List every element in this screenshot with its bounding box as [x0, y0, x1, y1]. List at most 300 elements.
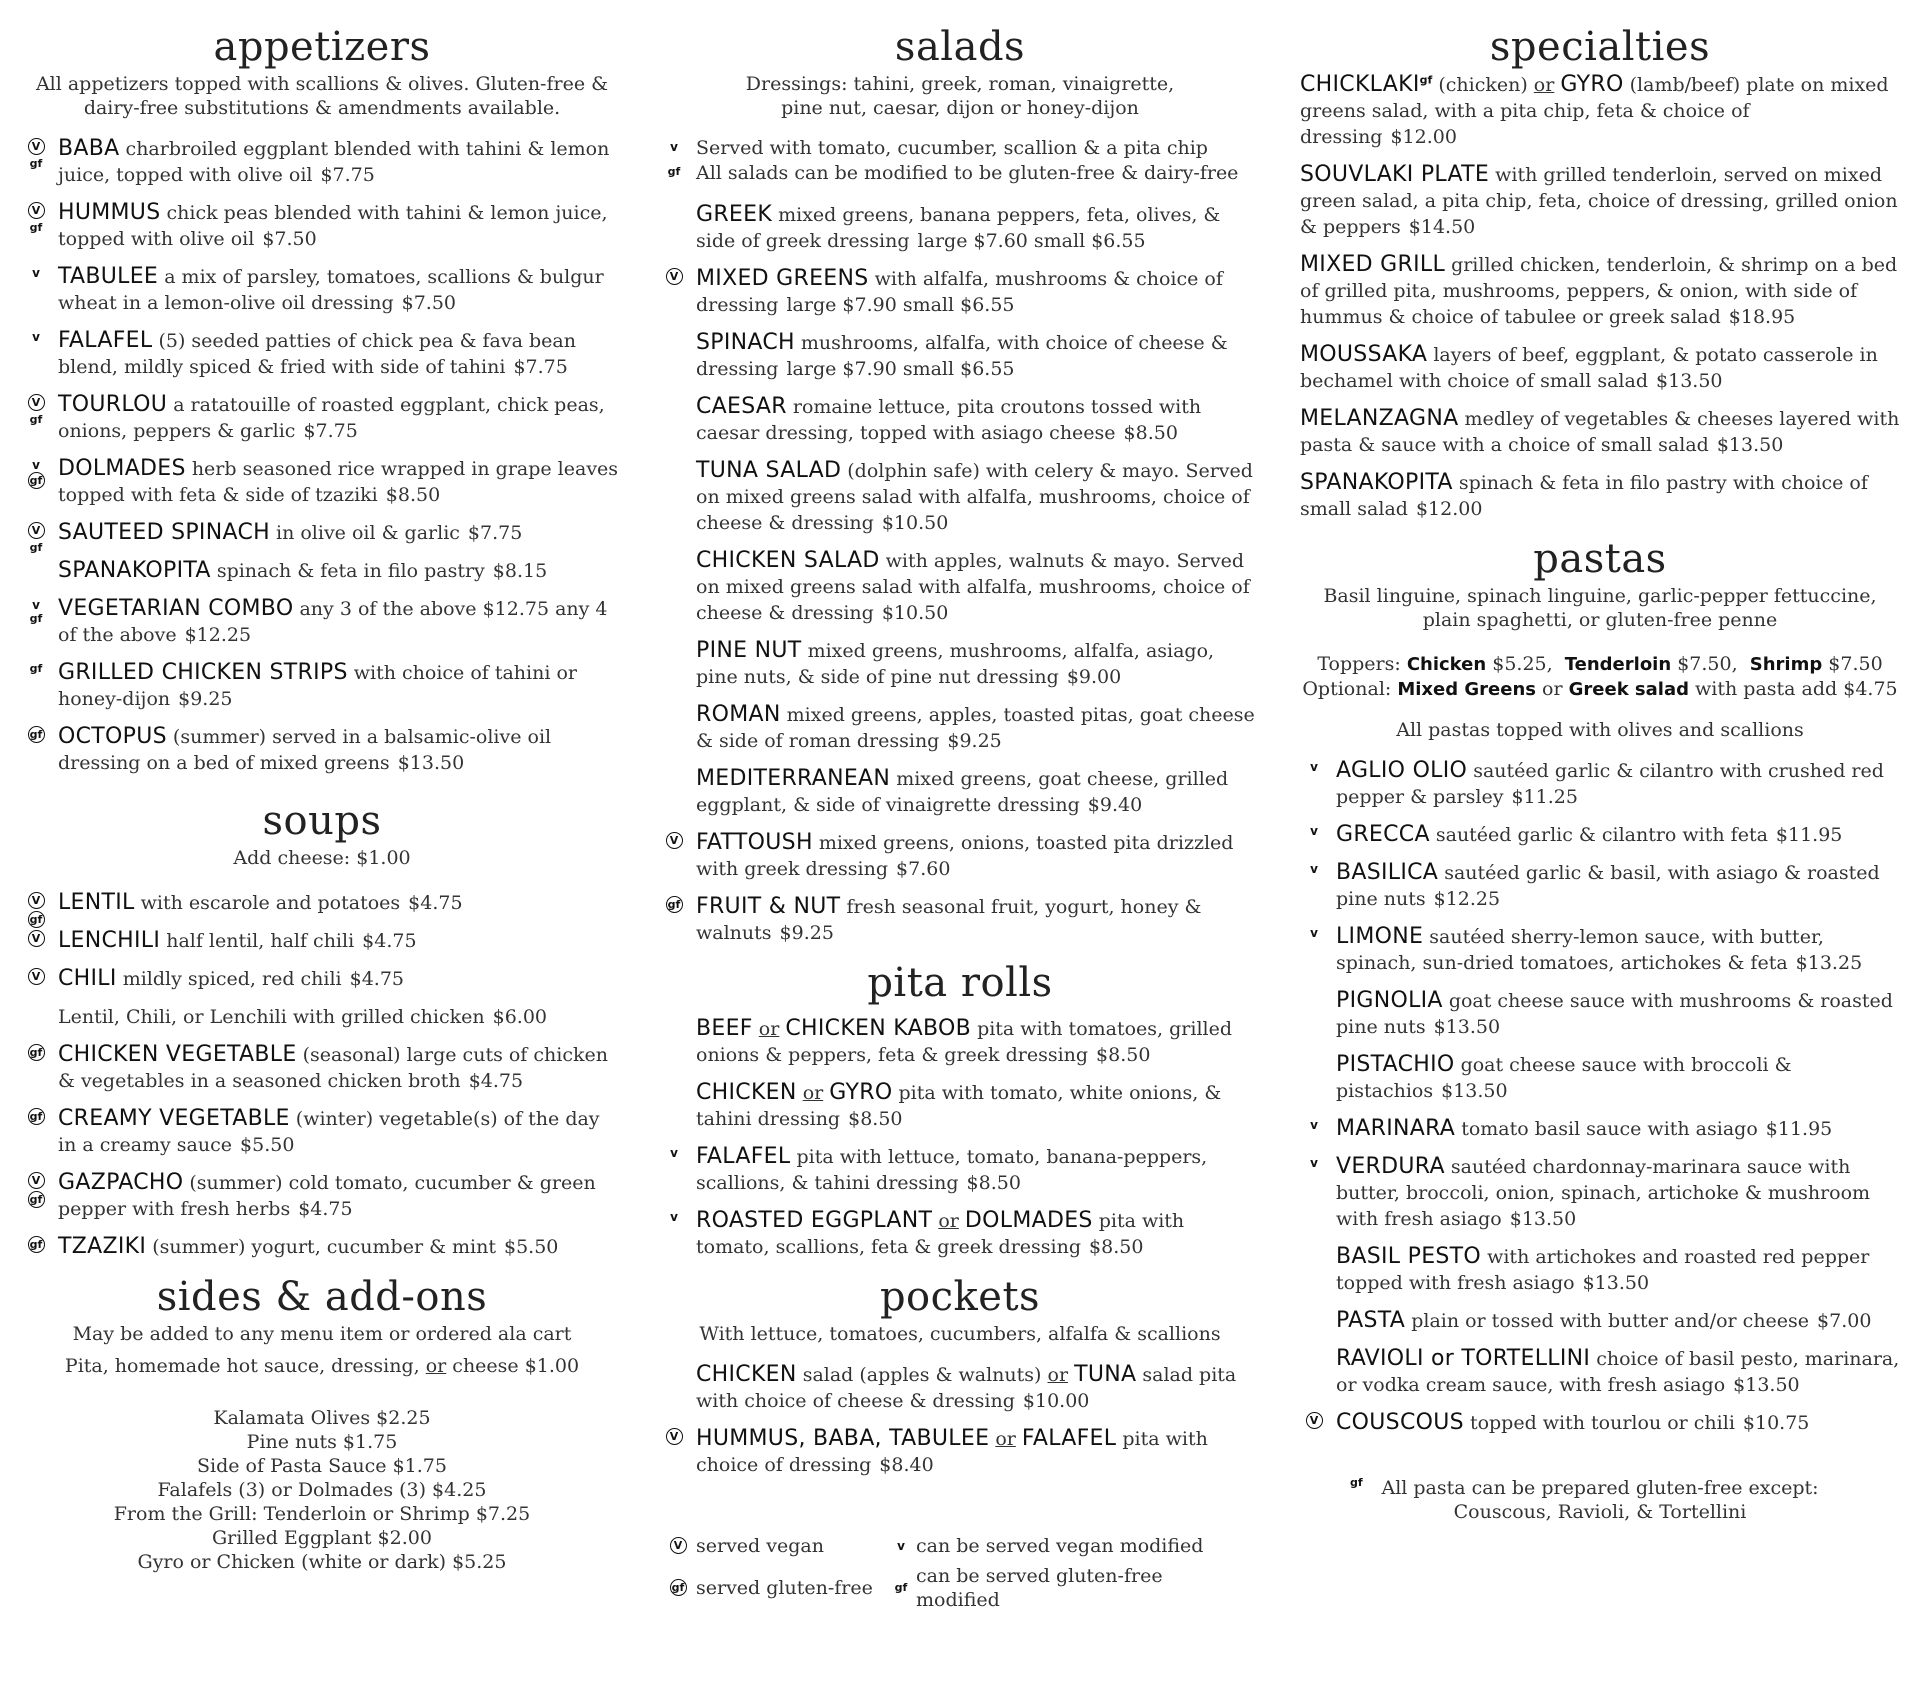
- item-price: $6.00: [492, 1006, 548, 1028]
- gluten-free-modified-icon: gf: [29, 662, 43, 675]
- diet-tags: [22, 522, 50, 555]
- item-price: $7.50: [262, 228, 317, 250]
- item-name: CHICKEN: [696, 1362, 797, 1387]
- item-price: $13.50: [1656, 370, 1723, 392]
- item-name: TABULEE: [58, 264, 159, 289]
- item-description: mixed greens, banana peppers, feta, olives, & side of greek dressing: [696, 204, 1221, 252]
- vegan-modified-icon: v: [670, 1146, 678, 1160]
- diet-tags: [1300, 1118, 1328, 1132]
- salad-item: [660, 830, 1260, 882]
- item-description: chick peas blended with tahini & lemon juice, topped with olive oil: [58, 202, 608, 250]
- item-price: $4.75: [298, 1198, 353, 1220]
- item-price: $13.25: [1795, 952, 1863, 974]
- item-description: sautéed chardonnay-marinara sauce with butter, broccoli, onion, spinach, artichoke & mushroom with fresh asiago: [1336, 1156, 1871, 1230]
- item-price: $11.25: [1511, 786, 1578, 808]
- diet-tags: [1300, 824, 1328, 838]
- side-item: Side of Pasta Sauce $1.75: [197, 1455, 447, 1477]
- item-price: large $7.60 small $6.55: [917, 230, 1146, 252]
- item-name: BABA: [58, 136, 120, 161]
- diet-tags: [1300, 760, 1328, 774]
- gluten-free-icon: gf: [28, 1191, 45, 1208]
- item-description: sautéed garlic & basil, with asiago & roasted pine nuts: [1336, 862, 1880, 910]
- gluten-free-icon: gf: [666, 896, 683, 913]
- item-name: VEGETARIAN COMBO: [58, 596, 294, 621]
- vegan-modified-icon: v: [1310, 1156, 1318, 1170]
- vegan-icon: V: [28, 138, 45, 155]
- item-price: $8.50: [848, 1108, 903, 1130]
- item-name: CAESAR: [696, 394, 787, 419]
- pocket-item: [660, 1426, 1260, 1478]
- vegan-icon: V: [28, 394, 45, 411]
- item-price: $8.50: [385, 484, 441, 506]
- gluten-free-icon: gf: [28, 1236, 45, 1253]
- side-item: Kalamata Olives $2.25: [213, 1407, 431, 1429]
- item-description: tomato basil sauce with asiago: [1461, 1118, 1758, 1140]
- diet-tags: [22, 394, 50, 427]
- or-label: or: [938, 1210, 959, 1232]
- salad-item: [660, 458, 1260, 536]
- item-price: $8.50: [1096, 1044, 1151, 1066]
- item-name: HUMMUS, BABA, TABULEE: [696, 1426, 990, 1451]
- item-name: PINE NUT: [696, 638, 802, 663]
- item-description: (summer) yogurt, cucumber & mint: [152, 1236, 496, 1258]
- salads-note-gf: gf All salads can be modified to be gluten-free & dairy-free: [667, 162, 1239, 184]
- salads-heading: salads: [894, 24, 1026, 70]
- appetizer-item: [22, 520, 622, 554]
- specialty-item: [1300, 406, 1900, 458]
- vegan-modified-icon: v: [32, 266, 40, 280]
- item-description: with grilled tenderloin, served on mixed green salad, a pita chip, feta, choice of dressing, grilled onion & peppers: [1300, 164, 1898, 238]
- appetizers-heading: appetizers: [213, 24, 431, 70]
- item-price: $4.75: [468, 1070, 524, 1092]
- pasta-item: [1300, 988, 1900, 1040]
- sides-basic-line: Pita, homemade hot sauce, dressing, or cheese $1.00: [64, 1355, 580, 1377]
- specialty-item: [1300, 470, 1900, 522]
- middle-column: [660, 22, 1260, 1612]
- item-price: $13.50: [1441, 1080, 1508, 1102]
- item-name: BASIL PESTO: [1336, 1244, 1482, 1269]
- vegan-modified-icon: v: [32, 598, 40, 612]
- item-description: (winter) vegetable(s) of the day in a creamy sauce: [58, 1108, 600, 1156]
- item-description: half lentil, half chili: [166, 930, 355, 952]
- item-name: LIMONE: [1336, 924, 1424, 949]
- item-name: GRECCA: [1336, 822, 1430, 847]
- item-price: $12.25: [184, 624, 252, 646]
- item-description: grilled chicken, tenderloin, & shrimp on a bed of grilled pita, mushrooms, peppers, & onion, with side of hummus & choice of tabulee or greek salad: [1300, 254, 1898, 328]
- legend-served-vegan: served vegan: [696, 1535, 824, 1557]
- pasta-item: [1300, 1116, 1900, 1142]
- item-name: BASILICA: [1336, 860, 1439, 885]
- vegan-icon: V: [670, 1537, 687, 1554]
- diet-tags: [22, 202, 50, 235]
- salads-subtitle: Dressings: tahini, greek, roman, vinaigrette, pine nut, caesar, dijon or honey-dijon: [745, 73, 1175, 119]
- item-description: layers of beef, eggplant, & potato casserole in bechamel with choice of small salad: [1300, 344, 1878, 392]
- diet-tags: [22, 266, 50, 280]
- appetizer-item: [22, 724, 622, 776]
- item-name: PASTA: [1336, 1308, 1406, 1333]
- item-description: mushrooms, alfalfa, with choice of cheese & dressing: [696, 332, 1228, 380]
- diet-tags: [22, 458, 50, 491]
- legend-can-vegan: can be served vegan modified: [916, 1535, 1204, 1557]
- vegan-modified-icon: v: [32, 458, 40, 472]
- diet-tags: [22, 726, 50, 745]
- gluten-free-modified-icon: gf: [29, 612, 43, 625]
- item-name: MEDITERRANEAN: [696, 766, 891, 791]
- item-name: MIXED GRILL: [1300, 252, 1446, 277]
- item-description: a ratatouille of roasted eggplant, chick peas, onions, peppers & garlic: [58, 394, 605, 442]
- sides-list: [22, 1406, 622, 1574]
- gluten-free-icon: gf: [28, 1044, 45, 1061]
- vegan-icon: V: [28, 202, 45, 219]
- item-description: (summer) served in a balsamic-olive oil dressing on a bed of mixed greens: [58, 726, 552, 774]
- item-description: salad pita with choice of cheese & dressing: [696, 1364, 1237, 1412]
- vegan-icon: V: [28, 1172, 45, 1189]
- item-name: LENTIL: [58, 890, 135, 915]
- pasta-item: [1300, 758, 1900, 810]
- vegan-icon: V: [28, 968, 45, 985]
- diet-tags: [22, 1108, 50, 1127]
- vegan-modified-icon: v: [1310, 824, 1318, 838]
- item-description: fresh seasonal fruit, yogurt, honey & walnuts: [696, 896, 1202, 944]
- soup-item: [22, 1170, 622, 1222]
- specialty-item: [1300, 162, 1900, 240]
- side-item: From the Grill: Tenderloin or Shrimp $7.25: [113, 1503, 531, 1525]
- item-name: CREAMY VEGETABLE: [58, 1106, 290, 1131]
- soup-item: [22, 1106, 622, 1158]
- item-description: mixed greens, mushrooms, alfalfa, asiago, pine nuts, & side of pine nut dressing: [696, 640, 1215, 688]
- vegan-modified-icon: v: [670, 140, 678, 154]
- item-price: $10.00: [1022, 1390, 1090, 1412]
- gluten-free-icon: gf: [28, 726, 45, 743]
- item-price: $9.25: [779, 922, 834, 944]
- soup-item: [22, 966, 622, 992]
- item-description: (chicken): [1438, 74, 1528, 96]
- pasta-optional: Optional: Mixed Greens or Greek salad with pasta add $4.75: [1302, 678, 1898, 700]
- vegan-modified-icon: v: [1310, 760, 1318, 774]
- pasta-toppers: Toppers: Chicken $5.25, Tenderloin $7.50, Shrimp $7.50: [1317, 653, 1883, 675]
- appetizer-item: [22, 596, 622, 648]
- item-name: LENCHILI: [58, 928, 161, 953]
- item-description: goat cheese sauce with mushrooms & roasted pine nuts: [1336, 990, 1893, 1038]
- item-name: SAUTEED SPINACH: [58, 520, 270, 545]
- appetizers-list: [22, 136, 622, 776]
- diet-tags: [22, 968, 50, 987]
- item-name: ROASTED EGGPLANT: [696, 1208, 933, 1233]
- side-item: Gyro or Chicken (white or dark) $5.25: [137, 1551, 507, 1573]
- specialty-item: [1300, 342, 1900, 394]
- item-price: $4.75: [408, 892, 463, 914]
- item-price: $7.75: [467, 522, 523, 544]
- gluten-free-icon: gf: [28, 1108, 45, 1125]
- item-name: VERDURA: [1336, 1154, 1445, 1179]
- side-item: Falafels (3) or Dolmades (3) $4.25: [157, 1479, 487, 1501]
- diet-tags: [22, 598, 50, 626]
- salads-list: [660, 202, 1260, 946]
- item-price: $13.50: [1582, 1272, 1650, 1294]
- or-label: or: [995, 1428, 1016, 1450]
- diet-tags: [22, 662, 50, 676]
- item-name: SPANAKOPITA: [58, 558, 211, 583]
- gluten-free-modified-icon: gf: [29, 157, 43, 170]
- pasta-item: [1300, 1346, 1900, 1398]
- item-name: SOUVLAKI PLATE: [1300, 162, 1490, 187]
- item-description: spinach & feta in filo pastry: [216, 560, 485, 582]
- soup-item: [22, 1042, 622, 1094]
- item-price: $12.00: [1390, 126, 1457, 148]
- vegan-modified-icon: v: [1310, 1118, 1318, 1132]
- item-price: large $7.90 small $6.55: [786, 358, 1015, 380]
- soups-list: [22, 890, 622, 1260]
- vegan-modified-icon: v: [32, 330, 40, 344]
- item-name: AGLIO OLIO: [1336, 758, 1468, 783]
- gluten-free-modified-icon: gf: [1350, 1476, 1363, 1489]
- diet-tags: [660, 1146, 688, 1160]
- item-description: in olive oil & garlic: [276, 522, 460, 544]
- item-price: $12.25: [1433, 888, 1501, 910]
- item-description: romaine lettuce, pita croutons tossed with caesar dressing, topped with asiago cheese: [696, 396, 1202, 444]
- item-description: with artichokes and roasted red pepper topped with fresh asiago: [1336, 1246, 1870, 1294]
- item-price: $18.95: [1728, 306, 1796, 328]
- item-name: TOURLOU: [58, 392, 168, 417]
- appetizer-item: [22, 264, 622, 316]
- diet-tags: [660, 832, 688, 851]
- pasta-item: [1300, 1308, 1900, 1334]
- vegan-modified-icon: v: [670, 1210, 678, 1224]
- item-description: mildly spiced, red chili: [122, 968, 342, 990]
- specialty-item: [1300, 72, 1900, 150]
- item-name: TUNA: [1074, 1362, 1137, 1387]
- item-description: plain or tossed with butter and/or cheese: [1411, 1310, 1810, 1332]
- appetizer-item: [22, 558, 622, 584]
- appetizer-item: [22, 392, 622, 444]
- appetizer-item: [22, 456, 622, 508]
- item-name: CHICKEN: [696, 1080, 797, 1105]
- or-label: or: [758, 1018, 780, 1040]
- item-name: BEEF: [696, 1016, 753, 1041]
- right-column: [1300, 22, 1900, 1524]
- item-description: mixed greens, goat cheese, grilled eggplant, & side of vinaigrette dressing: [696, 768, 1229, 816]
- salad-item: [660, 548, 1260, 626]
- diet-tags: [1300, 1156, 1328, 1170]
- vegan-icon: V: [28, 892, 45, 909]
- or-label: or: [1047, 1364, 1069, 1386]
- item-price: $13.50: [1733, 1374, 1800, 1396]
- item-name: GAZPACHO: [58, 1170, 184, 1195]
- item-name: TZAZIKI: [58, 1234, 147, 1259]
- item-price: $9.25: [178, 688, 233, 710]
- pasta-gf-note: gf All pasta can be prepared gluten-free except: Couscous, Ravioli, & Tortellini: [1350, 1476, 1819, 1523]
- item-description: pita with choice of dressing: [696, 1428, 1208, 1476]
- item-price: $10.50: [881, 602, 949, 624]
- item-name: RAVIOLI or TORTELLINI: [1336, 1346, 1591, 1371]
- item-description: topped with tourlou or chili: [1469, 1412, 1735, 1434]
- vegan-icon: V: [1306, 1412, 1323, 1429]
- legend-can-gf: can be served gluten-free modified: [916, 1565, 1163, 1611]
- pasta-item: [1300, 924, 1900, 976]
- specialties-heading: specialties: [1489, 24, 1711, 70]
- item-name: DOLMADES: [964, 1208, 1093, 1233]
- gluten-free-modified-icon: gf: [894, 1581, 908, 1594]
- item-price: $4.75: [349, 968, 405, 990]
- pita-roll-item: [660, 1080, 1260, 1132]
- item-name: FRUIT & NUT: [696, 894, 841, 919]
- item-description: Lentil, Chili, or Lenchili with grilled chicken: [58, 1006, 485, 1028]
- vegan-icon: V: [28, 522, 45, 539]
- item-description: with choice of tahini or honey-dijon: [58, 662, 577, 710]
- pasta-item: [1300, 1052, 1900, 1104]
- item-price: large $7.90 small $6.55: [786, 294, 1015, 316]
- soups-subtitle: Add cheese: $1.00: [233, 847, 411, 869]
- pita-roll-item: [660, 1144, 1260, 1196]
- left-column: [22, 22, 622, 1574]
- salads-note-vegan: v Served with tomato, cucumber, scallion & a pita chip: [670, 137, 1208, 159]
- item-description: sautéed garlic & cilantro with crushed red pepper & parsley: [1336, 760, 1884, 808]
- pita-roll-item: [660, 1208, 1260, 1260]
- soup-item: [22, 890, 622, 926]
- item-description: mixed greens, apples, toasted pitas, goat cheese & side of roman dressing: [696, 704, 1255, 752]
- diet-tags: [22, 330, 50, 344]
- item-price: $13.50: [1433, 1016, 1501, 1038]
- vegan-icon: V: [28, 930, 45, 947]
- pasta-item: [1300, 1154, 1900, 1232]
- salad-item: [660, 202, 1260, 254]
- item-description: goat cheese sauce with broccoli & pistachios: [1336, 1054, 1792, 1102]
- vegan-icon: V: [666, 268, 683, 285]
- vegan-modified-icon: v: [897, 1539, 905, 1553]
- item-description: salad (apples & walnuts): [802, 1364, 1042, 1386]
- or-label: or: [1533, 74, 1555, 96]
- or-label: or: [802, 1082, 824, 1104]
- item-price: $5.50: [240, 1134, 295, 1156]
- item-name: CHILI: [58, 966, 117, 991]
- item-price: $10.50: [881, 512, 949, 534]
- specialties-list: [1300, 72, 1900, 522]
- gluten-free-modified-icon: gf: [29, 541, 43, 554]
- item-name: PISTACHIO: [1336, 1052, 1455, 1077]
- item-description: pita with tomatoes, grilled onions & peppers, feta & greek dressing: [696, 1018, 1233, 1066]
- item-price: $12.00: [1415, 498, 1483, 520]
- pasta-item: [1300, 1410, 1900, 1436]
- vegan-icon: V: [666, 1428, 683, 1445]
- diet-tags: [1300, 926, 1328, 940]
- item-name: GYRO: [829, 1080, 893, 1105]
- vegan-icon: V: [666, 832, 683, 849]
- item-price: $9.00: [1066, 666, 1122, 688]
- item-price: $14.50: [1408, 216, 1476, 238]
- sides-subtitle: May be added to any menu item or ordered ala cart: [72, 1323, 572, 1345]
- diet-tags: [22, 1172, 50, 1210]
- diet-tags: [22, 930, 50, 949]
- item-name: MELANZAGNA: [1300, 406, 1459, 431]
- item-description: with apples, walnuts & mayo. Served on mixed greens salad with alfalfa, mushrooms, choice of cheese & dressing: [696, 550, 1250, 624]
- pastas-list: [1300, 758, 1900, 1436]
- pockets-heading: pockets: [879, 1274, 1041, 1320]
- item-price: $9.40: [1087, 794, 1143, 816]
- item-name: OCTOPUS: [58, 724, 167, 749]
- item-description: pita with lettuce, tomato, banana-peppers, scallions, & tahini dressing: [696, 1146, 1208, 1194]
- diet-tags: [22, 1236, 50, 1255]
- item-description: spinach & feta in filo pastry with choice of small salad: [1300, 472, 1868, 520]
- item-description: pita with tomato, scallions, feta & greek dressing: [696, 1210, 1185, 1258]
- item-description: herb seasoned rice wrapped in grape leaves topped with feta & side of tzaziki: [58, 458, 619, 506]
- diet-tags: [660, 1210, 688, 1224]
- diet-tags: [660, 1428, 688, 1447]
- salad-item: [660, 766, 1260, 818]
- item-price: $9.25: [947, 730, 1002, 752]
- soup-item: [22, 1004, 622, 1030]
- item-name: MARINARA: [1336, 1116, 1456, 1141]
- dietary-legend: [660, 1534, 1260, 1612]
- item-name: DOLMADES: [58, 456, 186, 481]
- item-name: TUNA SALAD: [696, 458, 842, 483]
- item-price: $7.50: [401, 292, 457, 314]
- item-price: $7.75: [320, 164, 375, 186]
- item-description: mixed greens, onions, toasted pita drizzled with greek dressing: [696, 832, 1234, 880]
- soup-item: [22, 928, 622, 954]
- item-price: $7.75: [303, 420, 358, 442]
- salad-item: [660, 330, 1260, 382]
- gluten-free-modified-icon: gf: [29, 413, 43, 426]
- item-description: a mix of parsley, tomatoes, scallions & bulgur wheat in a lemon-olive oil dressing: [58, 266, 604, 314]
- item-description: (seasonal) large cuts of chicken & vegetables in a seasoned chicken broth: [58, 1044, 608, 1092]
- item-name: SPINACH: [696, 330, 795, 355]
- pita-rolls-list: [660, 1016, 1260, 1260]
- gluten-free-modified-icon: gf: [667, 165, 681, 178]
- item-description: any 3 of the above $12.75 any 4 of the above: [58, 598, 608, 646]
- item-name: PIGNOLIA: [1336, 988, 1443, 1013]
- appetizer-item: [22, 328, 622, 380]
- side-item: Grilled Eggplant $2.00: [211, 1527, 432, 1549]
- salad-item: [660, 266, 1260, 318]
- item-price: $13.50: [1716, 434, 1784, 456]
- appetizers-subtitle: All appetizers topped with scallions & olives. Gluten-free & dairy-free substitutions & amendments available.: [35, 73, 609, 119]
- gluten-free-icon: gf: [28, 472, 45, 489]
- item-description: sautéed garlic & cilantro with feta: [1435, 824, 1768, 846]
- item-name: GREEK: [696, 202, 773, 227]
- legend-served-gf: served gluten-free: [696, 1577, 873, 1599]
- item-price: $8.50: [966, 1172, 1021, 1194]
- diet-tags: [1300, 862, 1328, 876]
- item-price: $4.75: [362, 930, 417, 952]
- gluten-free-modified-icon: gf: [1419, 73, 1433, 87]
- pita-roll-item: [660, 1016, 1260, 1068]
- pita-rolls-heading: pita rolls: [867, 960, 1053, 1006]
- gluten-free-icon: gf: [28, 911, 45, 928]
- item-name: COUSCOUS: [1336, 1410, 1464, 1435]
- item-description: (dolphin safe) with celery & mayo. Served on mixed greens salad with alfalfa, mushrooms, choice of cheese & dressing: [696, 460, 1253, 534]
- item-price: $11.95: [1775, 824, 1843, 846]
- item-name: FATTOUSH: [696, 830, 813, 855]
- salad-item: [660, 394, 1260, 446]
- pocket-item: [660, 1362, 1260, 1414]
- soups-heading: soups: [262, 798, 382, 844]
- item-name: CHICKEN VEGETABLE: [58, 1042, 297, 1067]
- item-name: MIXED GREENS: [696, 266, 869, 291]
- item-name: FALAFEL: [696, 1144, 791, 1169]
- pockets-list: [660, 1362, 1260, 1478]
- item-name: SPANAKOPITA: [1300, 470, 1453, 495]
- item-price: $13.50: [1509, 1208, 1577, 1230]
- item-price: $8.50: [1089, 1236, 1144, 1258]
- item-price: $10.75: [1742, 1412, 1810, 1434]
- side-item: Pine nuts $1.75: [246, 1431, 398, 1453]
- item-price: $8.40: [879, 1454, 934, 1476]
- item-description: sautéed sherry-lemon sauce, with butter, spinach, sun-dried tomatoes, artichokes & feta: [1336, 926, 1824, 974]
- pastas-heading: pastas: [1533, 536, 1667, 582]
- appetizer-item: [22, 200, 622, 252]
- pockets-subtitle: With lettuce, tomatoes, cucumbers, alfalfa & scallions: [699, 1323, 1221, 1345]
- item-name: ROMAN: [696, 702, 781, 727]
